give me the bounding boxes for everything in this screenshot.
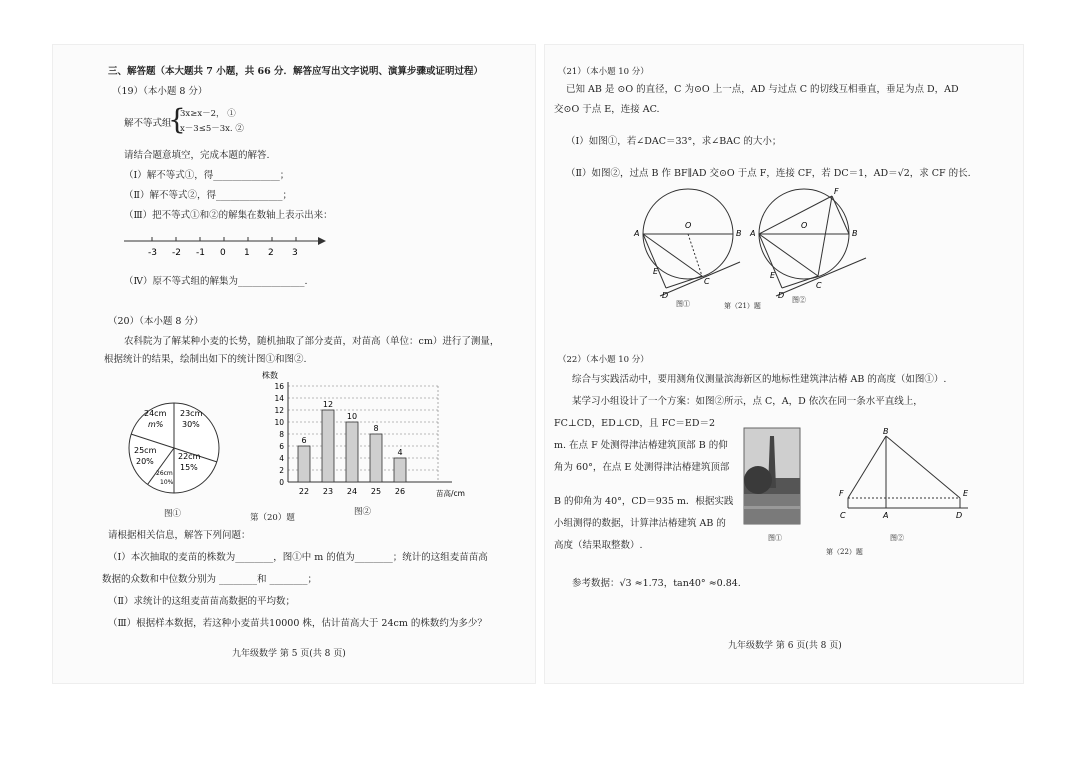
q19-step4: （Ⅳ）原不等式组的解集为______________. [124, 276, 308, 287]
q20-part2: （Ⅱ）求统计的这组麦苗苗高数据的平均数； [108, 596, 295, 607]
fig1-label-A: A [634, 229, 640, 238]
q20-read-prompt: 请根据相关信息，解答下列问题： [108, 530, 251, 541]
bar-23 [322, 410, 334, 482]
q22-label-F: F [839, 489, 844, 498]
exam-page-5 [52, 44, 536, 684]
fig1-label-E: E [653, 267, 659, 276]
q22-text8: 高度（结果取整数）. [554, 540, 643, 551]
fig2-label-O: O [801, 221, 808, 230]
q22-text4: m. 在点 F 处测得津沽椿建筑顶部 B 的仰 [554, 440, 728, 451]
bar-chart-xtick: 26 [394, 487, 406, 496]
number-line [122, 230, 332, 260]
q22-figure-2 [836, 427, 976, 522]
pie-pct-26: 10% [160, 479, 174, 486]
q22-label-A: A [883, 511, 889, 520]
q20-text2: 根据统计的结果，绘制出如下的统计图①和图②. [104, 354, 307, 365]
fig1-label-C: C [704, 277, 710, 286]
bar-chart-xlabel: 苗高/cm [436, 489, 465, 498]
bar-chart-xtick: 22 [298, 487, 310, 496]
bar-chart-ytick: 2 [279, 466, 284, 475]
pie-pct-24: m% [148, 420, 164, 429]
fig2-label-D: D [778, 291, 785, 300]
bar-data-label: 10 [346, 412, 358, 421]
q22-question-caption: 第（22）题 [826, 548, 863, 556]
q19-number: （19）（本小题 8 分） [112, 86, 208, 97]
fig1-label-D: D [662, 291, 669, 300]
bar-chart-ytick: 8 [279, 430, 284, 439]
number-line-label: -2 [172, 248, 181, 258]
q20-part1a: （Ⅰ）本次抽取的麦苗的株数为________，图①中 m 的值为________；统计的这组麦苗苗高 [108, 552, 488, 563]
bar-chart-xtick: 25 [370, 487, 382, 496]
q21-question-caption: 第（21）题 [724, 302, 761, 310]
number-line-label: -3 [148, 248, 157, 258]
bar-chart-ytick: 4 [279, 454, 284, 463]
bar-24 [346, 422, 358, 482]
bar-25 [370, 434, 382, 482]
q19-ineq1: 3x≥x－2， ① [180, 109, 236, 119]
fig1-label-B: B [736, 229, 742, 238]
pie-pct-23: 30% [182, 420, 200, 429]
page-5-footer: 九年级数学 第 5 页(共 8 页) [232, 649, 346, 659]
bar-data-label: 12 [322, 400, 334, 409]
bar-chart-ytick: 0 [279, 478, 284, 487]
number-line-label: 3 [292, 248, 298, 258]
fig2-label-C: C [816, 281, 822, 290]
bar-chart-ytick: 12 [274, 406, 284, 415]
pie-label-26: 26cm [156, 470, 173, 477]
q20-question-caption: 第（20）题 [250, 513, 295, 523]
bar-chart-ytick: 10 [274, 418, 284, 427]
q19-step3: （Ⅲ）把不等式①和②的解集在数轴上表示出来： [124, 210, 333, 221]
q21-text1: 已知 AB 是 ⊙O 的直径，C 为⊙O 上一点，AD 与过点 C 的切线互相垂直，垂足为点 D，AD [566, 84, 959, 95]
tower-photo [744, 428, 800, 524]
pie-chart [122, 396, 232, 506]
q19-step2: （Ⅱ）解不等式②，得______________； [124, 190, 292, 201]
q21-text2: 交⊙O 于点 E，连接 AC. [554, 104, 660, 115]
bar-chart-ytick: 14 [274, 394, 284, 403]
q22-text5: 角为 60°，在点 E 处测得津沽椿建筑顶部 [554, 462, 730, 473]
bar-data-label: 8 [373, 424, 379, 433]
pie-label-25: 25cm [134, 446, 157, 455]
q21-number: （21）（本小题 10 分） [558, 67, 649, 77]
q19-intro: 解不等式组 [124, 118, 172, 129]
fig2-label-B: B [852, 229, 858, 238]
q21-part1: （Ⅰ）如图①，若∠DAC＝33°，求∠BAC 的大小； [566, 136, 782, 147]
number-line-label: -1 [196, 248, 205, 258]
q22-label-B: B [883, 427, 889, 436]
q21-fig2-caption: 图② [792, 296, 806, 304]
bar-data-label: 4 [397, 448, 403, 457]
q22-label-D: D [956, 511, 963, 520]
number-line-label: 0 [220, 248, 226, 258]
bar-22 [298, 446, 310, 482]
q22-text1: 综合与实践活动中，要用测角仪测量滨海新区的地标性建筑津沽椿 AB 的高度（如图①）. [572, 374, 947, 385]
bar-chart-xtick: 24 [346, 487, 358, 496]
bar-chart-ytick: 6 [279, 442, 284, 451]
q20-text1: 农科院为了解某种小麦的长势，随机抽取了部分麦苗，对苗高（单位：cm）进行了测量， [124, 336, 500, 347]
fig1-label-O: O [685, 221, 692, 230]
fig2-label-E: E [770, 271, 776, 280]
pie-label-24: 24cm [144, 409, 167, 418]
page-6-footer: 九年级数学 第 6 页(共 8 页) [728, 641, 842, 651]
q22-fig1-caption: 图① [768, 534, 782, 542]
q22-text6: B 的仰角为 40°，CD＝935 m．根据实践 [554, 496, 734, 507]
q21-part2: （Ⅱ）如图②，过点 B 作 BF∥AD 交⊙O 于点 F，连接 CF，若 DC＝1，AD＝√2，求 CF 的长. [566, 168, 971, 179]
bar-data-label: 6 [301, 436, 307, 445]
q19-ineq2: x－3≤5－3x. ② [180, 124, 244, 134]
q22-text7: 小组测得的数据，计算津沽椿建筑 AB 的 [554, 518, 726, 529]
pie-pct-25: 20% [136, 457, 154, 466]
q20-part1b: 数据的众数和中位数分别为 ________和 ________； [102, 574, 318, 585]
system-brace: { [168, 103, 186, 136]
q22-reference: 参考数据：√3 ≈1.73，tan40° ≈0.84. [572, 578, 741, 589]
q22-text2: 某学习小组设计了一个方案：如图②所示，点 C，A，D 依次在同一条水平直线上， [572, 396, 923, 407]
q22-fig2-caption: 图② [890, 534, 904, 542]
q20-part3: （Ⅲ）根据样本数据，若这种小麦苗共10000 株，估计苗高大于 24cm 的株数约为多少？ [108, 618, 487, 629]
fig2-label-F: F [834, 187, 839, 196]
bar-chart-ytick: 16 [274, 382, 284, 391]
q22-label-C: C [840, 511, 846, 520]
bar-chart [260, 370, 500, 500]
bar-chart-ylabel: 株数 [262, 371, 278, 380]
q22-number: （22）（本小题 10 分） [558, 355, 649, 365]
q20-number: （20）（本小题 8 分） [108, 316, 204, 327]
q19-step1: （Ⅰ）解不等式①，得______________； [124, 170, 290, 181]
number-line-label: 1 [244, 248, 250, 258]
fig2-label-A: A [750, 229, 756, 238]
section-header: 三、解答题（本大题共 7 小题，共 66 分．解答应写出文字说明、演算步骤或证明过程） [108, 66, 484, 77]
q20-fig2-caption: 图② [354, 507, 372, 517]
q22-label-E: E [963, 489, 969, 498]
q20-fig1-caption: 图① [164, 509, 182, 519]
q21-figure-1 [634, 186, 760, 300]
exam-page-6 [544, 44, 1024, 684]
pie-pct-22: 15% [180, 463, 198, 472]
q19-instruction: 请结合题意填空，完成本题的解答. [124, 150, 270, 161]
number-line-label: 2 [268, 248, 274, 258]
bar-26 [394, 458, 406, 482]
q21-fig1-caption: 图① [676, 300, 690, 308]
bar-chart-xtick: 23 [322, 487, 334, 496]
q22-text3: FC⊥CD，ED⊥CD，且 FC＝ED＝2 [554, 418, 716, 429]
pie-label-22: 22cm [178, 452, 201, 461]
pie-label-23: 23cm [180, 409, 203, 418]
